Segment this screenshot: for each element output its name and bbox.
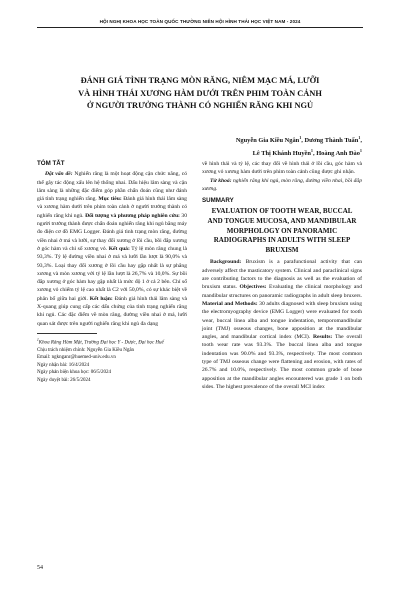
summary-vi-heading: TÓM TẮT (37, 160, 65, 167)
date-accepted: Ngày duyệt bài: 26/5/2024 (37, 377, 91, 383)
footnote-rule (37, 333, 97, 334)
title-line: VÀ HÌNH THÁI XƯƠNG HÀM DƯỚI TRÊN PHIM TOÀN CẢNH (78, 88, 322, 98)
author-line: Nguyễn Gia Kiều Ngân$^1$, Dương Thành Tuấn$^1$, (235, 135, 362, 145)
page-number: 54 (37, 565, 43, 571)
title-line: Ở NGƯỜI TRƯỞNG THÀNH CÓ NGHIẾN RĂNG KHI NGỦ (86, 101, 314, 111)
english-title: EVALUATION OF TOOTH WEAR, BUCCAL AND TONGUE MUCOSA, AND MANDIBULAR MORPHOLOGY ON PANORAMIC RADIOGRAPHS IN ADULTS WITH SLEEP BRUXISM (207, 207, 357, 254)
summary-en-paragraph: Background: Bruxism is a parafunctional activity that can adversely affect the masticatory system. Clinical and paraclinical signs are contributing factors to the diagnosis as well as the evaluation of bruxism status. Objectives: Evaluating the clinical morphology and mandibular structures on panoramic radiographs in adult sleep bruxers. Material and Methods: 30 adults diagnosed with sleep bruxism using the electromyography device (EMG Logger) were evaluated for tooth wear, buccal linea alba and tongue indentation, temporomandibular joint (TMJ) osseous changes, bone apposition at the mandibular angles, and mandibular cortical index (MCI). Results: The overall tooth wear rate was 93.3%. The buccal linea alba and tongue indentation was 90.0% and 93.3%, respectively. The most common type of TMJ osseous change were flattening and erosion, with rates of 26.7% and 10.0%, respectively. The most common grade of bone apposition at the mandibular angles encountered was grade 1 on both sides. The highest prevalence of the overall MCI index (202, 259, 363, 390)
corresponding-author: Chịu trách nhiệm chính: Nguyễn Gia Kiều Ngân (37, 348, 135, 353)
email[interactable]: Email: ngknganr@huemed-univ.edu.vn (37, 355, 116, 361)
date-reviewed: Ngày phản biện khoa học: 06/5/2024 (37, 370, 112, 376)
header-rule (37, 27, 363, 28)
summary-vi-paragraph: Đặt vấn đề: Nghiến răng là một hoạt động cận chức năng, có thể gây tác động xấu lên hệ thống nhai. Dấu hiệu lâm sàng và cận lâm sàng là những đặc điểm góp phần chẩn đoán cũng như đánh giá tình trạng nghiến răng. Mục tiêu: Đánh giá hình thái lâm sàng và xương hàm dưới trên phim toàn cảnh ở người trưởng thành có nghiến răng khi ngủ. Đối tượng và phương pháp nghiên cứu: 30 người trưởng thành được chẩn đoán nghiến răng khi ngủ bằng máy đo điện cơ đồ EMG Logger. Đánh giá tình trạng mòn răng, đường viền nhai ở má và lưỡi, sự thay đổi xương ở lồi cầu, bồi đắp xương ở góc hàm và chỉ số xương vỏ. Kết quả: Tỷ lệ mòn răng chung là 93,3%. Tỷ lệ đường viền nhai ở má và lưỡi lần lượt là 90,0% và 93,3%. Loại thay đổi xương ở lồi cầu hay gặp nhất là sự phẳng xương và mòn xương với tỷ lệ lần lượt là 26,7% và 10,0%. Sự bồi đắp xương ở góc hàm hay gặp nhất là mức độ 1 ở cả 2 bên. Chỉ số xương vỏ chiếm tỷ lệ cao nhất là C2 với 50,0%, có sự khác biệt về phân bố giữa hai giới. Kết luận: Đánh giá hình thái lâm sàng và X-quang giúp cung cấp các dấu chứng của tình trạng nghiến răng khi ngủ. Các đặc điểm về mòn răng, đường viền nhai ở má, lưỡi quan sát được trên người nghiến răng khi ngủ đa dạng (37, 171, 188, 327)
author-line: Lê Thị Khánh Huyền$^1$, Hoàng Anh Đào$^1$ (252, 147, 362, 157)
footnote (37, 337, 187, 384)
affiliation: $^1$Khoa Răng Hàm Mặt, Trường Đại học Y - Dược, Đại học Huế (37, 337, 164, 346)
date-received: Ngày nhận bài: 16/4/2024 (37, 362, 90, 368)
keywords-vi: Từ khoá: nghiến răng khi ngủ, mòn răng, đường viền nhai, bồi đắp xương. (202, 177, 363, 192)
left-column (37, 160, 187, 384)
article-title (42, 75, 358, 113)
summary-en-heading: SUMMARY (202, 197, 234, 205)
running-header: HỘI NGHỊ KHOA HỌC TOÀN QUỐC THƯỜNG NIÊN HỘI HÌNH THÁI HỌC VIỆT NAM - 2024 (99, 19, 301, 24)
title-line: ĐÁNH GIÁ TÌNH TRẠNG MÒN RĂNG, NIÊM MẠC MÁ, LƯỠI (80, 76, 320, 85)
right-column (202, 160, 362, 391)
author-list (236, 133, 362, 158)
summary-vi-continuation: về hình thái và tỷ lệ, các thay đổi về hình thái ở lồi cầu, góc hàm và xương vỏ xương hàm dưới trên phim toàn cảnh cũng được ghi nhận. (202, 161, 362, 176)
